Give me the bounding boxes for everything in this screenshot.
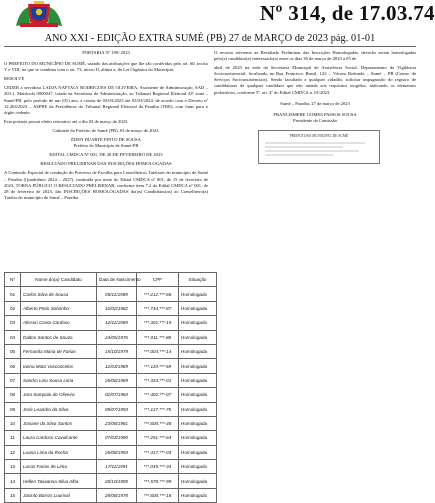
cell-name: Fernanda Maria de Farias <box>21 344 97 358</box>
left-column <box>4 50 208 201</box>
cell-date: 15/10/1979 <box>97 344 137 358</box>
cell-date: 10/02/1982 <box>97 301 137 315</box>
cell-name: Sandro Lino Sousa Lima <box>21 373 97 387</box>
portaria-date: Gabinete do Prefeito de Sumé (PB), 03 de março de 2023. <box>52 127 160 133</box>
table-header-row <box>5 273 217 287</box>
cell-num: 01 <box>5 287 21 301</box>
cell-num: 09 <box>5 402 21 416</box>
gazette-header <box>0 0 435 30</box>
cell-cpf: ***.117.***-75 <box>137 402 179 416</box>
cell-cpf: ***.578.***-99 <box>137 474 179 488</box>
cell-name: José Leandro da Silva <box>21 402 97 416</box>
cell-situation: Homologado <box>179 402 217 416</box>
cell-date: 05/11/1989 <box>97 287 137 301</box>
cell-name: Josiane da Silva Santos <box>21 416 97 430</box>
cell-situation: Homologada <box>179 416 217 430</box>
table-row <box>5 344 217 358</box>
edital-body: A Comissão Especial de condução do Processo de Escolha para Conselheiros Tutelares do município de Sumé – Paraíba (Quadriênio 2024 – 2027), instituída por meio do Edital CMDCA nº 001, de 15 de fevereiro de 2023, TORNA PÚBLICO O RESULTADO PRELIMINAR, conforme item 7.2 do Edital CMDCA nº 001, de 28 de fevereiro de 2023, das INSCRIÇÕES HOMOLOGADAS do(as) Candidatos(as) ao Conselheiro(a) Tutelar do município de Sumé – Paraíba. <box>4 170 208 200</box>
cell-name: Jacinto Barros Lourival <box>21 488 97 502</box>
table-row <box>5 373 217 387</box>
table-row <box>5 460 217 474</box>
cell-date: 23/08/1981 <box>97 416 137 430</box>
registration-number: Nº 314, de 17.03.74 <box>260 1 435 25</box>
stamp-text: PREFEITURA MUNICIPAL DE SUMÉ <box>289 133 349 138</box>
header-num: Nº <box>5 273 21 287</box>
table-row <box>5 287 217 301</box>
header-cpf: CPF <box>137 273 179 287</box>
portaria-preamble: O PREFEITO DO MUNICÍPIO DE SUMÉ, usando das atribuições que lhe são conferidas pelo art. 60, inciso V e VIII, no que se combina com o art. 73, inciso II, alínea a, da Lei Orgânica do Município, <box>4 61 208 73</box>
cell-date: 28/10/1995 <box>97 474 137 488</box>
table-row <box>5 416 217 430</box>
table-row <box>5 359 217 373</box>
right-date: Sumé – Paraíba, 27 de março de 2023 <box>280 100 350 106</box>
cell-num: 04 <box>5 330 21 344</box>
cell-cpf: ***.301.***-19 <box>137 316 179 330</box>
cell-situation: Homologado <box>179 460 217 474</box>
candidates-table-wrap <box>4 272 216 503</box>
portaria-body: CEDER a servidora LADJA NAFTALY RODRIGUES DE OLIVEIRA, Assistente de Administração, SAD – 203.1, Matrícula 0000047, lotada na Secretaria de Administração, ao Tribunal Regional Eleitoral 43ª zona – Sumé/PB, pelo período de um (01) ano, a contar de 03/03/2023 até 03/03/2024, de acordo com o Decreto nº 12.264/2023 – ASPRE da Presidência do Tribunal Regional Eleitoral da Paraíba (TRE), com ônus para o órgão cedente. <box>4 85 208 115</box>
cell-num: 13 <box>5 460 21 474</box>
cell-cpf: ***.011.***-88 <box>137 330 179 344</box>
cell-situation: Homologado <box>179 316 217 330</box>
edition-line: ANO XXI - EDIÇÃO EXTRA SUMÉ (PB) 27 de MARÇO de 2023 pág. 01-01 <box>44 33 376 44</box>
cell-num: 14 <box>5 474 21 488</box>
cell-name: Dalton Santos de Souza <box>21 330 97 344</box>
cell-num: 08 <box>5 388 21 402</box>
cell-num: 11 <box>5 431 21 445</box>
cell-num: 15 <box>5 488 21 502</box>
cell-date: 17/11/1991 <box>97 460 137 474</box>
cell-situation: Homologada <box>179 344 217 358</box>
cell-date: 02/07/1983 <box>97 388 137 402</box>
edital-title: EDITAL CMDCA Nº 001, DE 28 DE FEVEREIRO DE 2023 <box>49 152 163 158</box>
table-row <box>5 488 217 502</box>
cell-name: Jara Sampaio de Oliveira <box>21 388 97 402</box>
cell-num: 03 <box>5 316 21 330</box>
stamp-scribble-icon <box>263 139 367 159</box>
edital-subtitle: RESULTADO PRELIMINAR DAS INSCRIÇÕES HOMOLOGADAS <box>40 161 172 167</box>
cell-cpf: ***.334.***-01 <box>137 373 179 387</box>
cell-date: 24/05/1976 <box>97 330 137 344</box>
cell-name: Alberto Pinto Sobrinho <box>21 301 97 315</box>
cell-situation: Homologado <box>179 287 217 301</box>
table-row <box>5 316 217 330</box>
cell-situation: Homologada <box>179 474 217 488</box>
cell-num: 05 <box>5 344 21 358</box>
cell-date: 12/03/1989 <box>97 359 137 373</box>
cell-cpf: ***.744.***-87 <box>137 301 179 315</box>
cell-date: 12/11/1989 <box>97 316 137 330</box>
cell-cpf: ***.119.***-59 <box>137 359 179 373</box>
cell-name: Lucas Farias de Lima <box>21 460 97 474</box>
table-row <box>5 301 217 315</box>
cell-name: Ianna Mota Vasconcelos <box>21 359 97 373</box>
cell-cpf: ***.600.***-18 <box>137 488 179 502</box>
cell-date: 25/06/1989 <box>97 373 137 387</box>
cell-date: 07/03/1990 <box>97 431 137 445</box>
sede-paragraph: abril de 2023 na sede da Secretaria Municipal de Assistência Social, Departamento de Vigilância Socioassistencial, localizado na Rua Francisco Brasil, 123 – Várzea Redonda – Sumé – PB (Centro de Serviços Socioassistenciais). Sendo facultado a qualquer cidadão, solicitar impugnação do registro de candidaturas de qualquer candidato que não atenda aos requisitos exigidos, indicando os elementos probatórios, conforme 5º, art. 4º do Edital CMDCA n. 01/2023. <box>214 65 416 95</box>
cell-situation: Homologada <box>179 445 217 459</box>
cell-num: 07 <box>5 373 21 387</box>
candidates-table <box>4 272 217 503</box>
table-row <box>5 474 217 488</box>
cell-situation: Homologada <box>179 330 217 344</box>
cell-name: Carlos Silva de Sousa <box>21 287 97 301</box>
cell-num: 02 <box>5 301 21 315</box>
table-row <box>5 445 217 459</box>
table-row <box>5 330 217 344</box>
cell-num: 10 <box>5 416 21 430</box>
resolve-heading: RESOLVE <box>4 76 25 82</box>
cell-situation: Homologada <box>179 359 217 373</box>
cell-situation: Homologada <box>179 388 217 402</box>
header-situation: Situação <box>179 273 217 287</box>
cell-situation: Homologada <box>179 431 217 445</box>
cell-name: Alisson Costa Cardoso <box>21 316 97 330</box>
right-column <box>214 50 416 164</box>
header-birthdate: Data de Nascimento <box>97 273 137 287</box>
portaria-signer-role: Prefeito do Município de Sumé-PB <box>73 143 139 149</box>
table-row <box>5 388 217 402</box>
table-row <box>5 431 217 445</box>
cell-cpf: ***.402.***-07 <box>137 388 179 402</box>
cell-name: Luana Lima da Rocha <box>21 445 97 459</box>
right-signer-role: Presidente da Comissão <box>293 117 337 123</box>
cell-date: 09/07/1993 <box>97 402 137 416</box>
portaria-retroactive: Esta portaria possui efeito retroativo até o dia 03 de março de 2023. <box>4 118 129 124</box>
registration-block <box>260 1 435 29</box>
cell-cpf: ***.212.***-68 <box>137 287 179 301</box>
header-name: Nome do(a) Candidato <box>21 273 97 287</box>
cell-situation: Homologada <box>179 373 217 387</box>
right-signer: FRANCISMERE GOMES PASSOS SOUSA <box>273 111 357 117</box>
cell-cpf: ***.417.***-03 <box>137 445 179 459</box>
edition-rule <box>4 46 416 47</box>
cell-cpf: ***.045.***-34 <box>137 460 179 474</box>
official-stamp <box>258 130 380 164</box>
cell-cpf: ***.004.***-14 <box>137 344 179 358</box>
cell-date: 28/08/1978 <box>97 488 137 502</box>
portaria-title: PORTARIA Nº 109/ 2023 <box>82 50 130 55</box>
cell-date: 25/08/1993 <box>97 445 137 459</box>
cell-situation: Homologada <box>179 301 217 315</box>
cell-num: 06 <box>5 359 21 373</box>
cell-num: 12 <box>5 445 21 459</box>
cell-cpf: ***.291.***-64 <box>137 431 179 445</box>
cell-situation: Homologado <box>179 488 217 502</box>
recurso-paragraph: O recurso referente ao Resultado Preliminar das Inscrições Homologadas, deverão serem homologadas pelo(a) candidato(a) interessado(a) entre os dias 30 de março de 2023 a 05 de <box>214 50 416 62</box>
municipal-crest-icon <box>10 0 68 30</box>
cell-cpf: ***.600.***-48 <box>137 416 179 430</box>
cell-name: Laura Cardoso Cavalcante <box>21 431 97 445</box>
cell-name: Hellen Taiwanna Silva Alba <box>21 474 97 488</box>
portaria-signer: ÉDEN DUARTE PINTO DE SOUSA <box>71 137 141 143</box>
table-row <box>5 402 217 416</box>
